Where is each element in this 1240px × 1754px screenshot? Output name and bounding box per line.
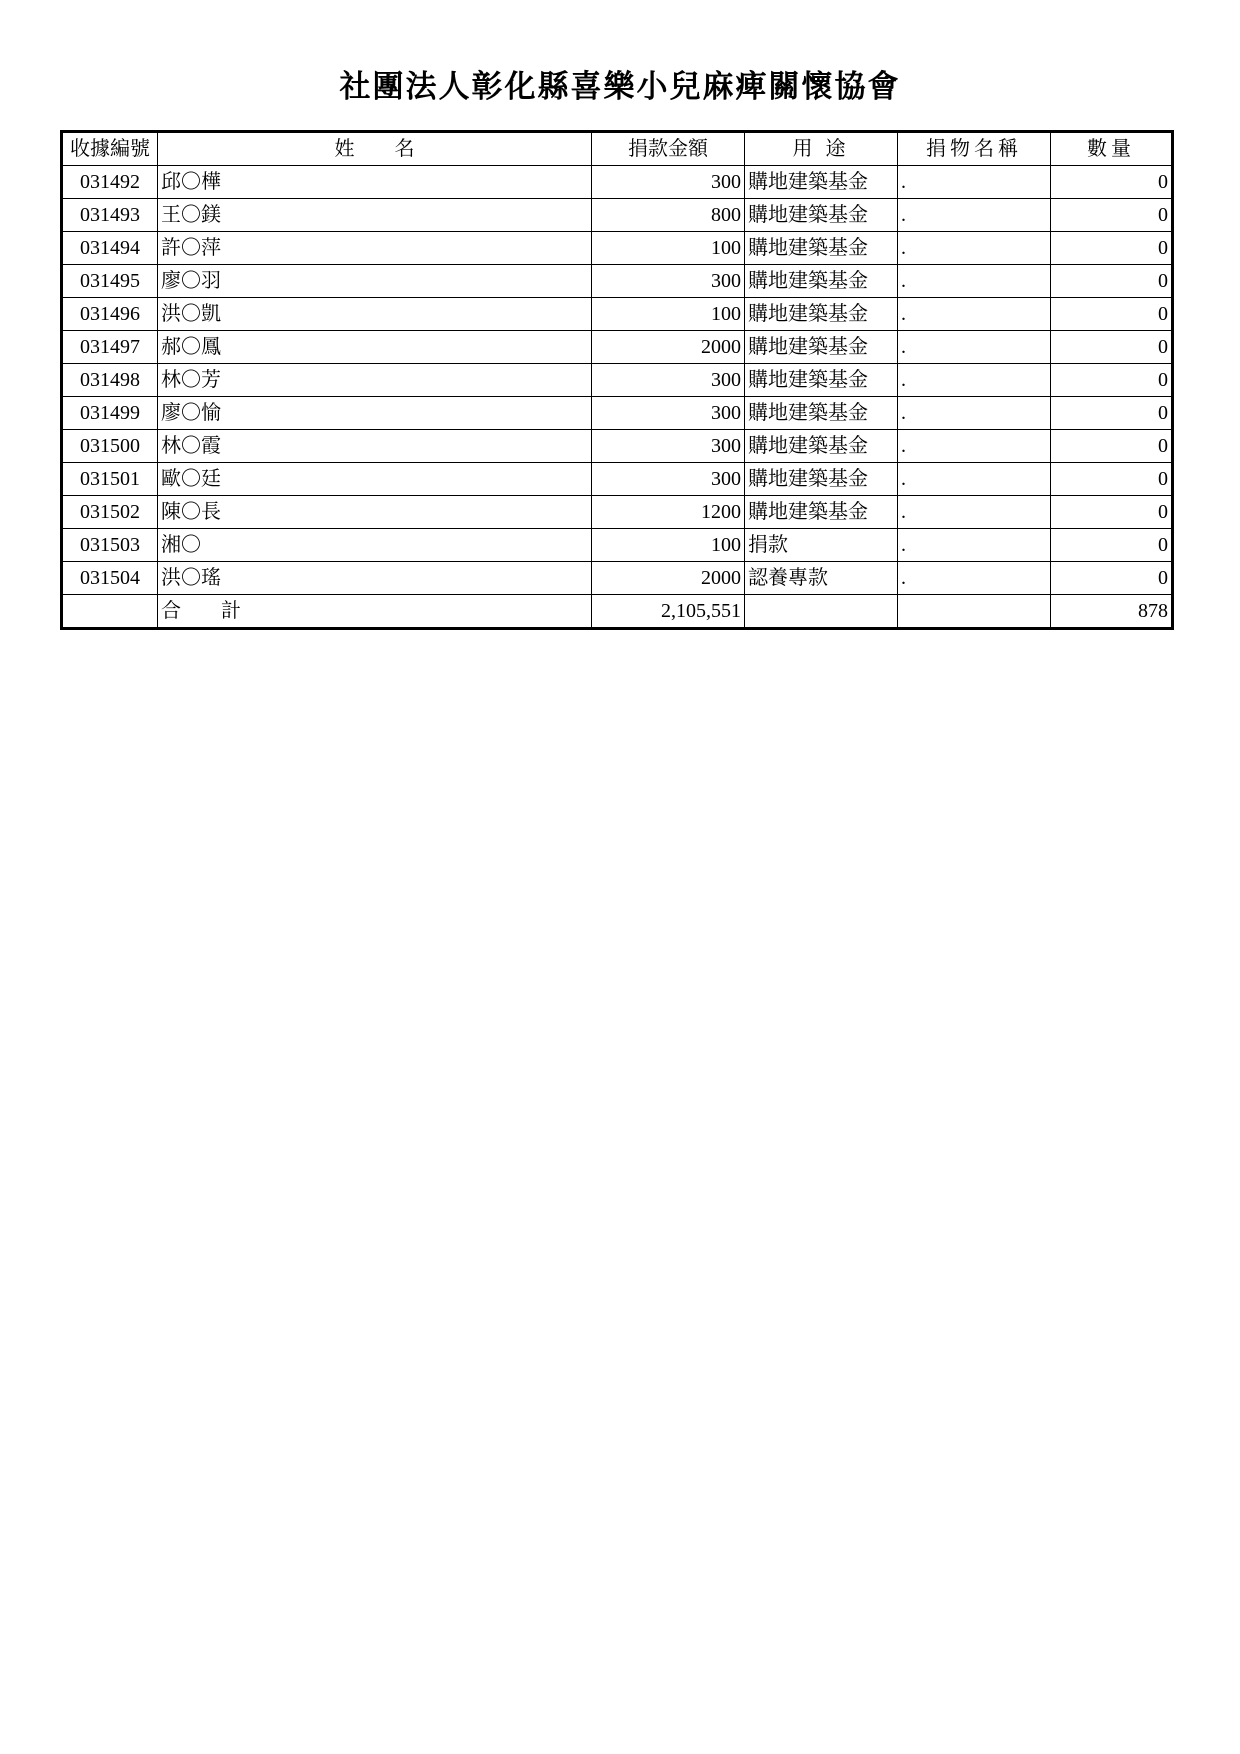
cell-name: 郝〇鳳 [158,331,592,364]
cell-usage: 購地建築基金 [745,364,898,397]
cell-usage: 購地建築基金 [745,331,898,364]
cell-item-name: . [898,331,1051,364]
cell-amount: 800 [592,199,745,232]
donation-table [60,130,1174,630]
cell-item-name: . [898,166,1051,199]
document-title: 社團法人彰化縣喜樂小兒麻痺關懷協會 [339,69,901,105]
cell-amount: 300 [592,397,745,430]
header-receipt-no: 收據編號 [62,132,158,166]
cell-quantity: 0 [1051,397,1173,430]
cell-item-name: . [898,265,1051,298]
header-usage: 用 途 [745,132,898,166]
header-item-name: 捐物名稱 [898,132,1051,166]
cell-receipt-no: 031495 [62,265,158,298]
cell-item-name: . [898,199,1051,232]
table-row [62,166,1173,199]
table-row [62,265,1173,298]
cell-usage: 購地建築基金 [745,496,898,529]
cell-quantity: 0 [1051,199,1173,232]
cell-usage: 購地建築基金 [745,265,898,298]
total-usage [745,595,898,629]
table-row [62,397,1173,430]
total-label: 合 計 [158,595,592,629]
table-row [62,496,1173,529]
table-row [62,199,1173,232]
table-row [62,232,1173,265]
cell-quantity: 0 [1051,232,1173,265]
cell-usage: 購地建築基金 [745,430,898,463]
total-amount: 2,105,551 [592,595,745,629]
cell-item-name: . [898,397,1051,430]
cell-quantity: 0 [1051,430,1173,463]
cell-usage: 捐款 [745,529,898,562]
cell-usage: 購地建築基金 [745,232,898,265]
total-row [62,595,1173,629]
cell-name: 陳〇長 [158,496,592,529]
cell-item-name: . [898,364,1051,397]
table-row [62,298,1173,331]
cell-quantity: 0 [1051,166,1173,199]
cell-quantity: 0 [1051,529,1173,562]
table-row [62,529,1173,562]
total-receipt-no [62,595,158,629]
cell-amount: 2000 [592,562,745,595]
cell-usage: 購地建築基金 [745,397,898,430]
header-name: 姓 名 [158,132,592,166]
cell-name: 歐〇廷 [158,463,592,496]
cell-name: 王〇鎂 [158,199,592,232]
cell-quantity: 0 [1051,562,1173,595]
cell-name: 洪〇凱 [158,298,592,331]
cell-quantity: 0 [1051,463,1173,496]
table-body [62,166,1173,595]
cell-name: 湘〇 [158,529,592,562]
cell-usage: 認養專款 [745,562,898,595]
cell-amount: 300 [592,166,745,199]
header-amount: 捐款金額 [592,132,745,166]
cell-name: 洪〇瑤 [158,562,592,595]
cell-item-name: . [898,463,1051,496]
cell-name: 廖〇羽 [158,265,592,298]
cell-amount: 300 [592,265,745,298]
cell-receipt-no: 031502 [62,496,158,529]
cell-receipt-no: 031497 [62,331,158,364]
cell-item-name: . [898,232,1051,265]
cell-amount: 2000 [592,331,745,364]
cell-name: 許〇萍 [158,232,592,265]
cell-amount: 100 [592,298,745,331]
table-header-row [62,132,1173,166]
cell-receipt-no: 031503 [62,529,158,562]
cell-name: 邱〇樺 [158,166,592,199]
cell-receipt-no: 031500 [62,430,158,463]
table-row [62,364,1173,397]
cell-item-name: . [898,496,1051,529]
table-row [62,562,1173,595]
cell-amount: 100 [592,529,745,562]
total-quantity: 878 [1051,595,1173,629]
cell-receipt-no: 031494 [62,232,158,265]
cell-quantity: 0 [1051,298,1173,331]
cell-item-name: . [898,529,1051,562]
cell-receipt-no: 031499 [62,397,158,430]
cell-usage: 購地建築基金 [745,166,898,199]
cell-usage: 購地建築基金 [745,298,898,331]
cell-amount: 300 [592,430,745,463]
cell-quantity: 0 [1051,331,1173,364]
cell-name: 廖〇愉 [158,397,592,430]
table-row [62,331,1173,364]
total-item-name [898,595,1051,629]
cell-amount: 100 [592,232,745,265]
cell-name: 林〇芳 [158,364,592,397]
cell-receipt-no: 031501 [62,463,158,496]
cell-amount: 300 [592,463,745,496]
header-quantity: 數量 [1051,132,1173,166]
cell-quantity: 0 [1051,496,1173,529]
table-row [62,430,1173,463]
cell-receipt-no: 031492 [62,166,158,199]
cell-usage: 購地建築基金 [745,463,898,496]
cell-item-name: . [898,298,1051,331]
cell-usage: 購地建築基金 [745,199,898,232]
cell-item-name: . [898,430,1051,463]
cell-quantity: 0 [1051,265,1173,298]
cell-receipt-no: 031498 [62,364,158,397]
cell-item-name: . [898,562,1051,595]
cell-receipt-no: 031496 [62,298,158,331]
cell-amount: 1200 [592,496,745,529]
table-row [62,463,1173,496]
cell-amount: 300 [592,364,745,397]
cell-receipt-no: 031504 [62,562,158,595]
cell-name: 林〇霞 [158,430,592,463]
cell-receipt-no: 031493 [62,199,158,232]
cell-quantity: 0 [1051,364,1173,397]
